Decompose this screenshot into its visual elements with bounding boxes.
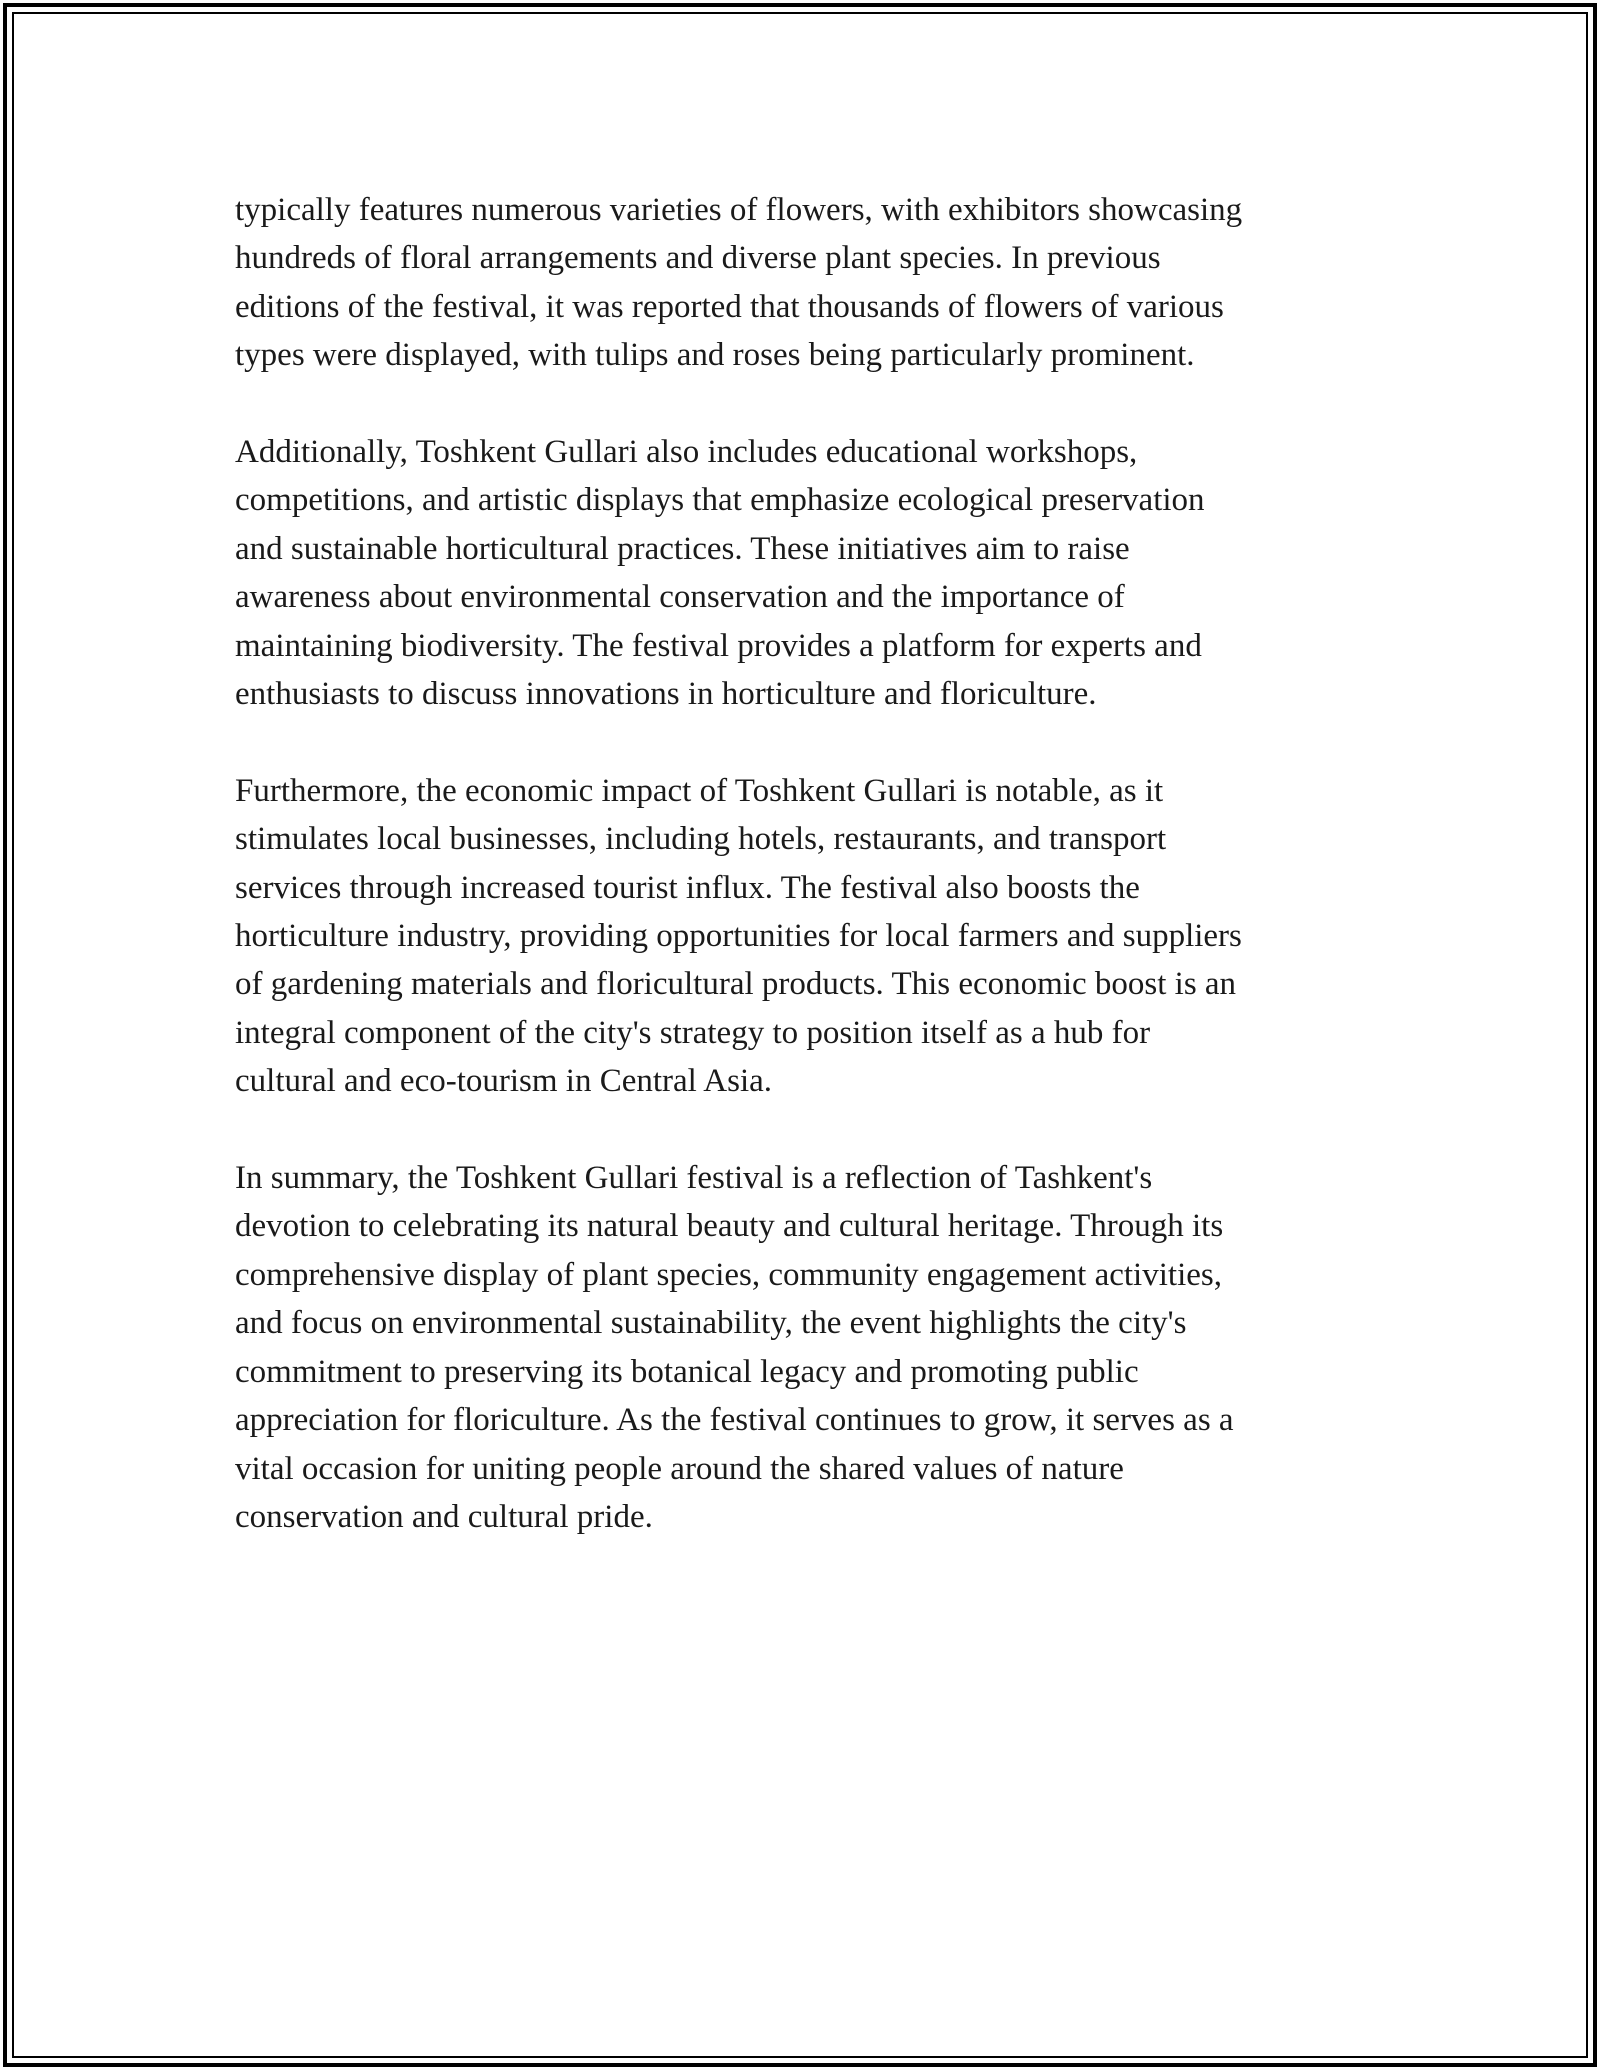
text-line: competitions, and artistic displays that emphasize ecological preservation — [235, 482, 1205, 519]
text-line: In summary, the Toshkent Gullari festival is a reflection of Tashkent's — [235, 1160, 1153, 1197]
text-line: typically features numerous varieties of flowers, with exhibitors showcasing — [235, 192, 1243, 228]
text-line: commitment to preserving its botanical legacy and promoting public — [235, 1353, 1139, 1390]
text-line: awareness about environmental conservation and the importance of — [235, 579, 1125, 616]
text-line: maintaining biodiversity. The festival provides a platform for experts and — [235, 627, 1202, 664]
text-line: integral component of the city's strategy to position itself as a hub for — [235, 1014, 1151, 1051]
text-line: horticulture industry, providing opportunities for local farmers and suppliers — [235, 918, 1242, 955]
text-line: comprehensive display of plant species, community engagement activities, — [235, 1256, 1222, 1293]
text-line: conservation and cultural pride. — [235, 1498, 653, 1535]
text-line: vital occasion for uniting people around the shared values of nature — [235, 1450, 1124, 1487]
text-line: enthusiasts to discuss innovations in horticulture and floriculture. — [235, 676, 1097, 713]
text-line: appreciation for floriculture. As the festival continues to grow, it serves as a — [235, 1402, 1234, 1439]
text-line: types were displayed, with tulips and roses being particularly prominent. — [235, 337, 1195, 374]
text-line: Additionally, Toshkent Gullari also includes educational workshops, — [235, 434, 1138, 471]
paragraph-2 — [235, 428, 1365, 718]
paragraph-4 — [235, 1154, 1365, 1541]
text-line: and focus on environmental sustainability, the event highlights the city's — [235, 1305, 1187, 1342]
text-line: devotion to celebrating its natural beauty and cultural heritage. Through its — [235, 1208, 1224, 1245]
paragraph-1 — [235, 186, 1365, 380]
document-body — [235, 186, 1365, 1590]
paragraph-3 — [235, 767, 1365, 1106]
text-line: of gardening materials and floricultural products. This economic boost is an — [235, 966, 1237, 1003]
text-line: cultural and eco-tourism in Central Asia. — [235, 1063, 773, 1100]
text-line: stimulates local businesses, including hotels, restaurants, and transport — [235, 821, 1167, 858]
text-line: Furthermore, the economic impact of Toshkent Gullari is notable, as it — [235, 772, 1164, 809]
text-line: hundreds of floral arrangements and diverse plant species. In previous — [235, 240, 1161, 277]
text-line: editions of the festival, it was reported that thousands of flowers of various — [235, 288, 1224, 325]
text-line: services through increased tourist influx. The festival also boosts the — [235, 869, 1140, 906]
text-line: and sustainable horticultural practices. These initiatives aim to raise — [235, 530, 1130, 567]
